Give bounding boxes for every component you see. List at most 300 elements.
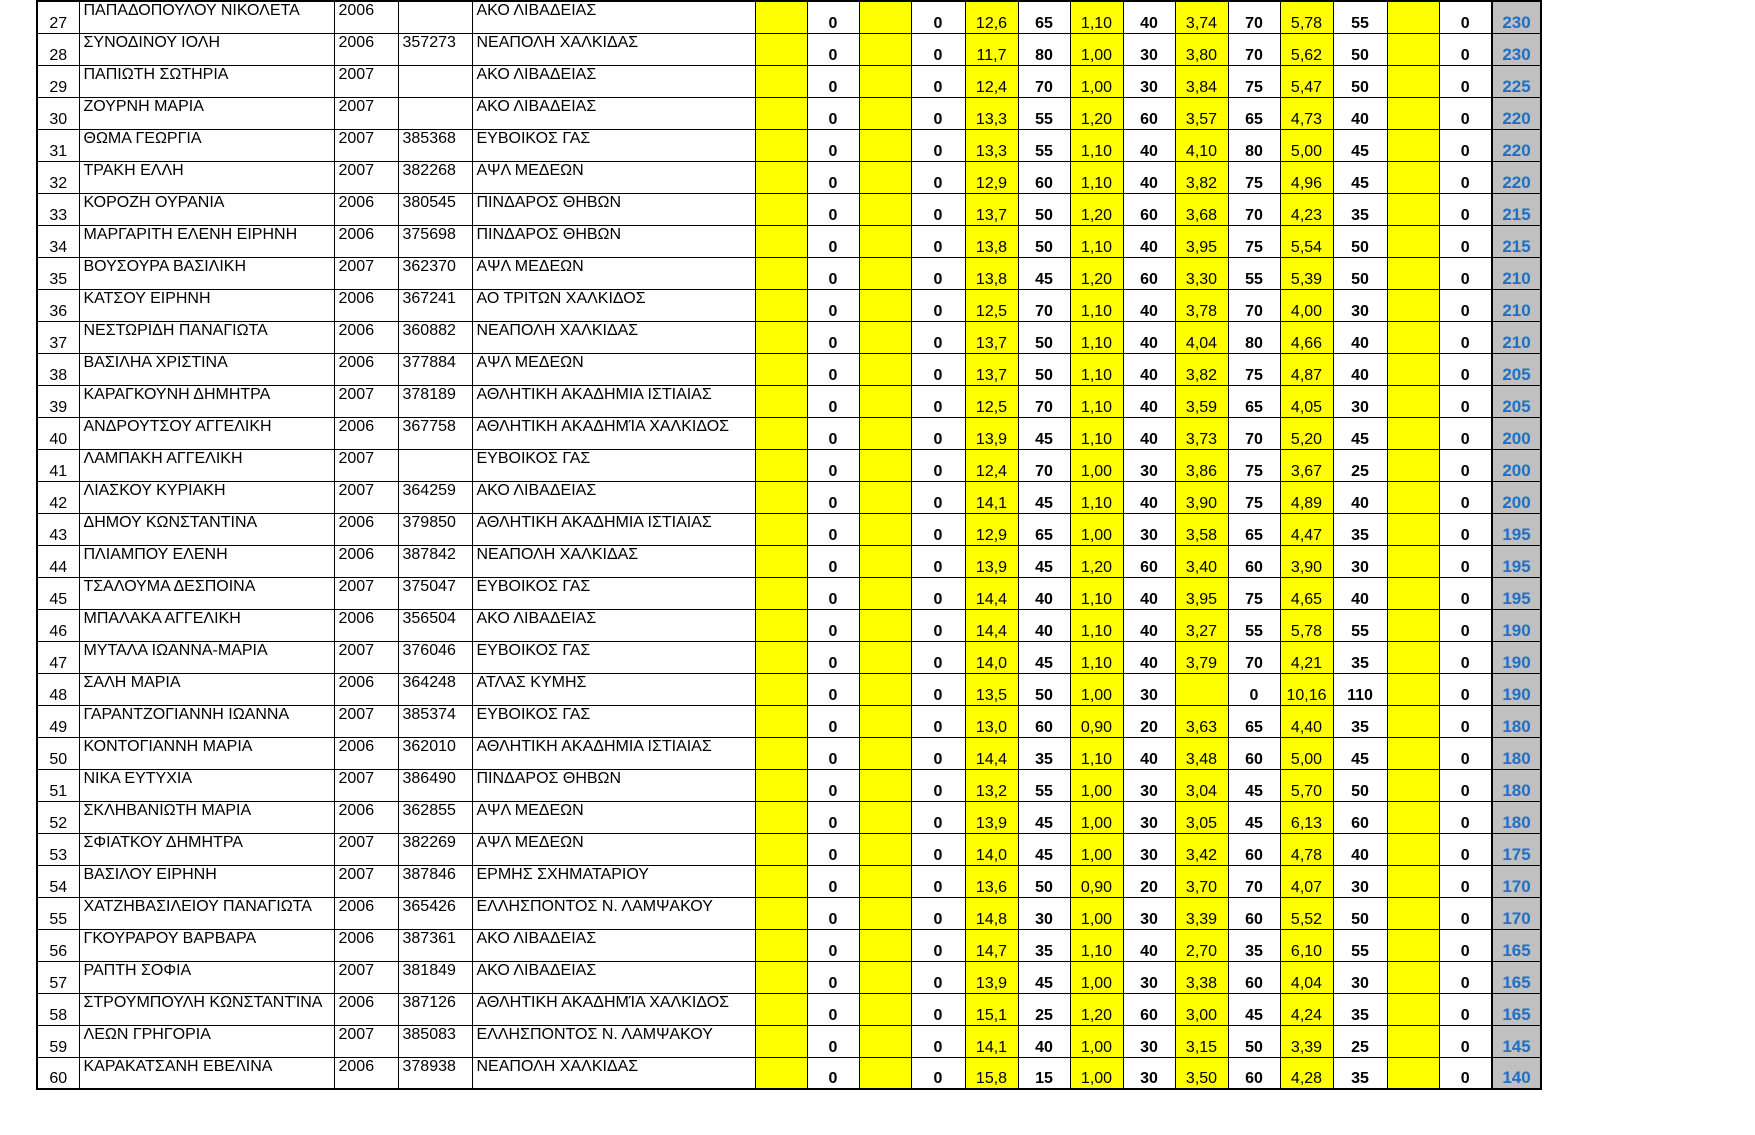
table-row bbox=[37, 673, 1541, 705]
table-row bbox=[37, 161, 1541, 193]
total-points-cell: 230 bbox=[1492, 1, 1541, 33]
sprint-points-cell: 15 bbox=[1018, 1057, 1070, 1089]
license-cell: 378938 bbox=[398, 1057, 472, 1089]
event2-points-cell: 0 bbox=[911, 993, 965, 1025]
long-jump-mark-cell: 3,39 bbox=[1175, 897, 1228, 929]
birth-year-cell: 2007 bbox=[334, 1025, 398, 1057]
sprint-points-cell: 45 bbox=[1018, 801, 1070, 833]
event2-mark-cell bbox=[859, 801, 911, 833]
event8-mark-cell bbox=[1387, 257, 1439, 289]
shot-put-mark-cell: 4,65 bbox=[1280, 577, 1333, 609]
shot-put-mark-cell: 4,23 bbox=[1280, 193, 1333, 225]
sprint-time-cell: 11,7 bbox=[965, 33, 1018, 65]
athlete-name-cell: ΝΙΚΑ ΕΥΤΥΧΙΑ bbox=[79, 769, 334, 801]
event1-mark-cell bbox=[755, 929, 807, 961]
event1-mark-cell bbox=[755, 577, 807, 609]
club-cell: ΕΡΜΗΣ ΣΧΗΜΑΤΑΡΙΟΥ bbox=[472, 865, 755, 897]
event2-mark-cell bbox=[859, 161, 911, 193]
high-jump-points-cell: 30 bbox=[1123, 513, 1175, 545]
event1-mark-cell bbox=[755, 769, 807, 801]
sprint-points-cell: 50 bbox=[1018, 865, 1070, 897]
event2-mark-cell bbox=[859, 897, 911, 929]
total-points-cell: 170 bbox=[1492, 897, 1541, 929]
shot-put-mark-cell: 4,24 bbox=[1280, 993, 1333, 1025]
license-cell: 367241 bbox=[398, 289, 472, 321]
high-jump-mark-cell: 1,00 bbox=[1070, 513, 1123, 545]
sprint-time-cell: 13,2 bbox=[965, 769, 1018, 801]
club-cell: ΑΨΛ ΜΕΔΕΩΝ bbox=[472, 353, 755, 385]
long-jump-points-cell: 35 bbox=[1228, 929, 1280, 961]
athlete-name-cell: ΒΑΣΙΛΟΥ ΕΙΡΗΝΗ bbox=[79, 865, 334, 897]
birth-year-cell: 2007 bbox=[334, 577, 398, 609]
event1-points-cell: 0 bbox=[807, 545, 859, 577]
event8-mark-cell bbox=[1387, 97, 1439, 129]
sprint-points-cell: 40 bbox=[1018, 577, 1070, 609]
club-cell: ΑΚΟ ΛΙΒΑΔΕΙΑΣ bbox=[472, 97, 755, 129]
event2-mark-cell bbox=[859, 353, 911, 385]
license-cell: 378189 bbox=[398, 385, 472, 417]
table-row bbox=[37, 993, 1541, 1025]
long-jump-points-cell: 75 bbox=[1228, 161, 1280, 193]
event1-mark-cell bbox=[755, 1025, 807, 1057]
athlete-name-cell: ΚΑΡΑΚΑΤΣΑΝΗ ΕΒΕΛΙΝΑ bbox=[79, 1057, 334, 1089]
license-cell: 376046 bbox=[398, 641, 472, 673]
long-jump-points-cell: 70 bbox=[1228, 289, 1280, 321]
event1-points-cell: 0 bbox=[807, 705, 859, 737]
athlete-name-cell: ΒΑΣΙΛΗΑ ΧΡΙΣΤΙΝΑ bbox=[79, 353, 334, 385]
event8-mark-cell bbox=[1387, 641, 1439, 673]
event1-points-cell: 0 bbox=[807, 289, 859, 321]
license-cell: 362370 bbox=[398, 257, 472, 289]
event1-points-cell: 0 bbox=[807, 641, 859, 673]
sprint-time-cell: 13,8 bbox=[965, 257, 1018, 289]
rank-cell: 52 bbox=[37, 801, 79, 833]
long-jump-mark-cell: 3,86 bbox=[1175, 449, 1228, 481]
rank-cell: 38 bbox=[37, 353, 79, 385]
event1-mark-cell bbox=[755, 993, 807, 1025]
rank-cell: 56 bbox=[37, 929, 79, 961]
license-cell: 382269 bbox=[398, 833, 472, 865]
shot-put-mark-cell: 5,20 bbox=[1280, 417, 1333, 449]
event2-points-cell: 0 bbox=[911, 801, 965, 833]
high-jump-points-cell: 30 bbox=[1123, 1025, 1175, 1057]
sprint-time-cell: 14,1 bbox=[965, 1025, 1018, 1057]
shot-put-mark-cell: 3,39 bbox=[1280, 1025, 1333, 1057]
event2-points-cell: 0 bbox=[911, 513, 965, 545]
high-jump-points-cell: 60 bbox=[1123, 993, 1175, 1025]
high-jump-mark-cell: 1,10 bbox=[1070, 481, 1123, 513]
event8-mark-cell bbox=[1387, 481, 1439, 513]
long-jump-mark-cell: 4,04 bbox=[1175, 321, 1228, 353]
sprint-time-cell: 15,8 bbox=[965, 1057, 1018, 1089]
event2-mark-cell bbox=[859, 1057, 911, 1089]
sprint-points-cell: 45 bbox=[1018, 481, 1070, 513]
event1-points-cell: 0 bbox=[807, 961, 859, 993]
high-jump-points-cell: 30 bbox=[1123, 801, 1175, 833]
shot-put-points-cell: 55 bbox=[1333, 1, 1387, 33]
high-jump-mark-cell: 1,10 bbox=[1070, 417, 1123, 449]
table-row bbox=[37, 353, 1541, 385]
license-cell: 385368 bbox=[398, 129, 472, 161]
total-points-cell: 165 bbox=[1492, 961, 1541, 993]
birth-year-cell: 2007 bbox=[334, 65, 398, 97]
shot-put-mark-cell: 6,10 bbox=[1280, 929, 1333, 961]
event1-points-cell: 0 bbox=[807, 33, 859, 65]
birth-year-cell: 2007 bbox=[334, 481, 398, 513]
sprint-points-cell: 65 bbox=[1018, 1, 1070, 33]
table-row bbox=[37, 417, 1541, 449]
event2-mark-cell bbox=[859, 417, 911, 449]
long-jump-points-cell: 60 bbox=[1228, 545, 1280, 577]
event8-points-cell: 0 bbox=[1439, 129, 1492, 161]
birth-year-cell: 2006 bbox=[334, 673, 398, 705]
shot-put-mark-cell: 4,40 bbox=[1280, 705, 1333, 737]
club-cell: ΕΛΛΗΣΠΟΝΤΟΣ Ν. ΛΑΜΨΑΚΟΥ bbox=[472, 1025, 755, 1057]
event8-points-cell: 0 bbox=[1439, 545, 1492, 577]
shot-put-mark-cell: 5,78 bbox=[1280, 1, 1333, 33]
event8-mark-cell bbox=[1387, 705, 1439, 737]
event1-points-cell: 0 bbox=[807, 65, 859, 97]
event8-points-cell: 0 bbox=[1439, 993, 1492, 1025]
sprint-time-cell: 15,1 bbox=[965, 993, 1018, 1025]
club-cell: ΑΚΟ ΛΙΒΑΔΕΙΑΣ bbox=[472, 481, 755, 513]
total-points-cell: 220 bbox=[1492, 97, 1541, 129]
table-row bbox=[37, 1057, 1541, 1089]
high-jump-mark-cell: 1,00 bbox=[1070, 65, 1123, 97]
athlete-name-cell: ΠΛΙΑΜΠΟΥ ΕΛΕΝΗ bbox=[79, 545, 334, 577]
high-jump-mark-cell: 0,90 bbox=[1070, 705, 1123, 737]
rank-cell: 47 bbox=[37, 641, 79, 673]
shot-put-mark-cell: 4,78 bbox=[1280, 833, 1333, 865]
shot-put-points-cell: 35 bbox=[1333, 705, 1387, 737]
sprint-time-cell: 12,5 bbox=[965, 385, 1018, 417]
license-cell: 387361 bbox=[398, 929, 472, 961]
rank-cell: 53 bbox=[37, 833, 79, 865]
sprint-time-cell: 14,4 bbox=[965, 609, 1018, 641]
sprint-time-cell: 12,9 bbox=[965, 161, 1018, 193]
shot-put-points-cell: 60 bbox=[1333, 801, 1387, 833]
sprint-time-cell: 13,7 bbox=[965, 353, 1018, 385]
sprint-time-cell: 14,4 bbox=[965, 737, 1018, 769]
long-jump-points-cell: 60 bbox=[1228, 833, 1280, 865]
event2-points-cell: 0 bbox=[911, 673, 965, 705]
table-row bbox=[37, 225, 1541, 257]
total-points-cell: 210 bbox=[1492, 289, 1541, 321]
long-jump-mark-cell: 3,38 bbox=[1175, 961, 1228, 993]
sprint-points-cell: 70 bbox=[1018, 385, 1070, 417]
athlete-name-cell: ΤΣΑΛΟΥΜΑ ΔΕΣΠΟΙΝΑ bbox=[79, 577, 334, 609]
high-jump-mark-cell: 1,00 bbox=[1070, 961, 1123, 993]
athlete-name-cell: ΠΑΠΙΩΤΗ ΣΩΤΗΡΙΑ bbox=[79, 65, 334, 97]
birth-year-cell: 2007 bbox=[334, 961, 398, 993]
sprint-points-cell: 80 bbox=[1018, 33, 1070, 65]
shot-put-mark-cell: 5,47 bbox=[1280, 65, 1333, 97]
event2-mark-cell bbox=[859, 993, 911, 1025]
event8-mark-cell bbox=[1387, 225, 1439, 257]
high-jump-points-cell: 30 bbox=[1123, 769, 1175, 801]
high-jump-points-cell: 30 bbox=[1123, 833, 1175, 865]
rank-cell: 37 bbox=[37, 321, 79, 353]
table-row bbox=[37, 801, 1541, 833]
shot-put-mark-cell: 4,87 bbox=[1280, 353, 1333, 385]
event2-mark-cell bbox=[859, 833, 911, 865]
event8-points-cell: 0 bbox=[1439, 961, 1492, 993]
long-jump-mark-cell: 2,70 bbox=[1175, 929, 1228, 961]
rank-cell: 27 bbox=[37, 1, 79, 33]
total-points-cell: 175 bbox=[1492, 833, 1541, 865]
long-jump-mark-cell: 3,30 bbox=[1175, 257, 1228, 289]
rank-cell: 45 bbox=[37, 577, 79, 609]
rank-cell: 48 bbox=[37, 673, 79, 705]
club-cell: ΑΘΛΗΤΙΚΗ ΑΚΑΔΗΜΙΑ ΙΣΤΙΑΙΑΣ bbox=[472, 737, 755, 769]
long-jump-points-cell: 45 bbox=[1228, 801, 1280, 833]
total-points-cell: 190 bbox=[1492, 673, 1541, 705]
event8-points-cell: 0 bbox=[1439, 513, 1492, 545]
shot-put-points-cell: 30 bbox=[1333, 865, 1387, 897]
long-jump-points-cell: 80 bbox=[1228, 321, 1280, 353]
sprint-points-cell: 70 bbox=[1018, 65, 1070, 97]
event8-points-cell: 0 bbox=[1439, 97, 1492, 129]
license-cell: 362010 bbox=[398, 737, 472, 769]
shot-put-mark-cell: 4,07 bbox=[1280, 865, 1333, 897]
table-row bbox=[37, 833, 1541, 865]
license-cell bbox=[398, 1, 472, 33]
total-points-cell: 140 bbox=[1492, 1057, 1541, 1089]
shot-put-points-cell: 50 bbox=[1333, 65, 1387, 97]
sprint-time-cell: 14,7 bbox=[965, 929, 1018, 961]
long-jump-mark-cell: 3,00 bbox=[1175, 993, 1228, 1025]
athlete-name-cell: ΖΟΥΡΝΗ ΜΑΡΙΑ bbox=[79, 97, 334, 129]
club-cell: ΑΨΛ ΜΕΔΕΩΝ bbox=[472, 801, 755, 833]
rank-cell: 34 bbox=[37, 225, 79, 257]
license-cell bbox=[398, 449, 472, 481]
event2-mark-cell bbox=[859, 65, 911, 97]
club-cell: ΑΚΟ ΛΙΒΑΔΕΙΑΣ bbox=[472, 65, 755, 97]
sprint-time-cell: 13,0 bbox=[965, 705, 1018, 737]
event2-points-cell: 0 bbox=[911, 769, 965, 801]
sprint-points-cell: 70 bbox=[1018, 289, 1070, 321]
sprint-time-cell: 14,4 bbox=[965, 577, 1018, 609]
sprint-points-cell: 45 bbox=[1018, 961, 1070, 993]
sprint-time-cell: 14,8 bbox=[965, 897, 1018, 929]
sprint-time-cell: 14,0 bbox=[965, 641, 1018, 673]
long-jump-mark-cell: 3,78 bbox=[1175, 289, 1228, 321]
club-cell: ΑΨΛ ΜΕΔΕΩΝ bbox=[472, 257, 755, 289]
shot-put-points-cell: 50 bbox=[1333, 33, 1387, 65]
long-jump-points-cell: 65 bbox=[1228, 385, 1280, 417]
event8-mark-cell bbox=[1387, 929, 1439, 961]
long-jump-points-cell: 65 bbox=[1228, 705, 1280, 737]
event2-points-cell: 0 bbox=[911, 417, 965, 449]
long-jump-points-cell: 60 bbox=[1228, 897, 1280, 929]
birth-year-cell: 2006 bbox=[334, 321, 398, 353]
license-cell: 385374 bbox=[398, 705, 472, 737]
event2-points-cell: 0 bbox=[911, 193, 965, 225]
long-jump-mark-cell: 3,95 bbox=[1175, 577, 1228, 609]
event8-points-cell: 0 bbox=[1439, 33, 1492, 65]
event1-points-cell: 0 bbox=[807, 833, 859, 865]
table-row bbox=[37, 385, 1541, 417]
event8-points-cell: 0 bbox=[1439, 801, 1492, 833]
shot-put-points-cell: 35 bbox=[1333, 993, 1387, 1025]
club-cell: ΑΚΟ ΛΙΒΑΔΕΙΑΣ bbox=[472, 929, 755, 961]
birth-year-cell: 2006 bbox=[334, 545, 398, 577]
event8-mark-cell bbox=[1387, 161, 1439, 193]
event8-mark-cell bbox=[1387, 129, 1439, 161]
event8-points-cell: 0 bbox=[1439, 65, 1492, 97]
event8-mark-cell bbox=[1387, 961, 1439, 993]
event1-points-cell: 0 bbox=[807, 385, 859, 417]
shot-put-points-cell: 40 bbox=[1333, 481, 1387, 513]
shot-put-points-cell: 40 bbox=[1333, 353, 1387, 385]
high-jump-points-cell: 40 bbox=[1123, 1, 1175, 33]
long-jump-mark-cell: 3,79 bbox=[1175, 641, 1228, 673]
sprint-time-cell: 13,3 bbox=[965, 97, 1018, 129]
license-cell: 360882 bbox=[398, 321, 472, 353]
athlete-name-cell: ΜΑΡΓΑΡΙΤΗ ΕΛΕΝΗ ΕΙΡΗΝΗ bbox=[79, 225, 334, 257]
table-row bbox=[37, 513, 1541, 545]
long-jump-points-cell: 80 bbox=[1228, 129, 1280, 161]
total-points-cell: 165 bbox=[1492, 929, 1541, 961]
rank-cell: 59 bbox=[37, 1025, 79, 1057]
event1-points-cell: 0 bbox=[807, 801, 859, 833]
club-cell: ΝΕΑΠΟΛΗ ΧΑΛΚΙΔΑΣ bbox=[472, 321, 755, 353]
event1-mark-cell bbox=[755, 833, 807, 865]
athlete-name-cell: ΓΑΡΑΝΤΖΟΓΙΑΝΝΗ ΙΩΑΝΝΑ bbox=[79, 705, 334, 737]
high-jump-mark-cell: 1,10 bbox=[1070, 225, 1123, 257]
high-jump-mark-cell: 1,00 bbox=[1070, 769, 1123, 801]
sprint-points-cell: 50 bbox=[1018, 353, 1070, 385]
event8-points-cell: 0 bbox=[1439, 897, 1492, 929]
event1-points-cell: 0 bbox=[807, 929, 859, 961]
rank-cell: 49 bbox=[37, 705, 79, 737]
table-row bbox=[37, 705, 1541, 737]
event2-mark-cell bbox=[859, 641, 911, 673]
table-row bbox=[37, 193, 1541, 225]
event2-points-cell: 0 bbox=[911, 65, 965, 97]
shot-put-points-cell: 55 bbox=[1333, 929, 1387, 961]
high-jump-points-cell: 60 bbox=[1123, 97, 1175, 129]
sprint-points-cell: 50 bbox=[1018, 193, 1070, 225]
total-points-cell: 195 bbox=[1492, 513, 1541, 545]
license-cell: 386490 bbox=[398, 769, 472, 801]
athlete-name-cell: ΝΕΣΤΩΡΙΔΗ ΠΑΝΑΓΙΩΤΑ bbox=[79, 321, 334, 353]
birth-year-cell: 2006 bbox=[334, 417, 398, 449]
sprint-points-cell: 40 bbox=[1018, 609, 1070, 641]
event8-points-cell: 0 bbox=[1439, 193, 1492, 225]
license-cell: 362855 bbox=[398, 801, 472, 833]
rank-cell: 44 bbox=[37, 545, 79, 577]
long-jump-mark-cell: 3,48 bbox=[1175, 737, 1228, 769]
athlete-name-cell: ΣΚΛΗΒΑΝΙΩΤΗ ΜΑΡΙΑ bbox=[79, 801, 334, 833]
long-jump-points-cell: 55 bbox=[1228, 257, 1280, 289]
long-jump-points-cell: 55 bbox=[1228, 609, 1280, 641]
event2-points-cell: 0 bbox=[911, 1057, 965, 1089]
license-cell: 375698 bbox=[398, 225, 472, 257]
total-points-cell: 195 bbox=[1492, 577, 1541, 609]
shot-put-mark-cell: 6,13 bbox=[1280, 801, 1333, 833]
shot-put-mark-cell: 5,62 bbox=[1280, 33, 1333, 65]
high-jump-mark-cell: 1,10 bbox=[1070, 161, 1123, 193]
event2-points-cell: 0 bbox=[911, 321, 965, 353]
event2-mark-cell bbox=[859, 673, 911, 705]
event1-mark-cell bbox=[755, 417, 807, 449]
event1-points-cell: 0 bbox=[807, 449, 859, 481]
shot-put-mark-cell: 5,54 bbox=[1280, 225, 1333, 257]
high-jump-mark-cell: 1,10 bbox=[1070, 737, 1123, 769]
total-points-cell: 195 bbox=[1492, 545, 1541, 577]
high-jump-mark-cell: 1,00 bbox=[1070, 897, 1123, 929]
birth-year-cell: 2007 bbox=[334, 641, 398, 673]
long-jump-mark-cell: 3,70 bbox=[1175, 865, 1228, 897]
long-jump-mark-cell: 3,50 bbox=[1175, 1057, 1228, 1089]
high-jump-mark-cell: 1,00 bbox=[1070, 673, 1123, 705]
long-jump-mark-cell: 3,68 bbox=[1175, 193, 1228, 225]
high-jump-mark-cell: 1,10 bbox=[1070, 129, 1123, 161]
event1-mark-cell bbox=[755, 673, 807, 705]
event2-mark-cell bbox=[859, 577, 911, 609]
club-cell: ΑΘΛΗΤΙΚΗ ΑΚΑΔΗΜΙΑ ΙΣΤΙΑΙΑΣ bbox=[472, 513, 755, 545]
event1-points-cell: 0 bbox=[807, 193, 859, 225]
sprint-time-cell: 13,9 bbox=[965, 961, 1018, 993]
event1-mark-cell bbox=[755, 321, 807, 353]
athlete-name-cell: ΡΑΠΤΗ ΣΟΦΙΑ bbox=[79, 961, 334, 993]
rank-cell: 36 bbox=[37, 289, 79, 321]
birth-year-cell: 2006 bbox=[334, 993, 398, 1025]
high-jump-mark-cell: 1,00 bbox=[1070, 1057, 1123, 1089]
club-cell: ΕΛΛΗΣΠΟΝΤΟΣ Ν. ΛΑΜΨΑΚΟΥ bbox=[472, 897, 755, 929]
shot-put-mark-cell: 5,00 bbox=[1280, 737, 1333, 769]
high-jump-mark-cell: 1,10 bbox=[1070, 385, 1123, 417]
shot-put-mark-cell: 4,21 bbox=[1280, 641, 1333, 673]
high-jump-points-cell: 30 bbox=[1123, 449, 1175, 481]
rank-cell: 51 bbox=[37, 769, 79, 801]
shot-put-mark-cell: 4,28 bbox=[1280, 1057, 1333, 1089]
event8-points-cell: 0 bbox=[1439, 321, 1492, 353]
shot-put-mark-cell: 4,73 bbox=[1280, 97, 1333, 129]
shot-put-points-cell: 45 bbox=[1333, 129, 1387, 161]
high-jump-points-cell: 30 bbox=[1123, 673, 1175, 705]
event2-mark-cell bbox=[859, 97, 911, 129]
sprint-time-cell: 12,4 bbox=[965, 449, 1018, 481]
long-jump-points-cell: 70 bbox=[1228, 641, 1280, 673]
birth-year-cell: 2006 bbox=[334, 929, 398, 961]
rank-cell: 41 bbox=[37, 449, 79, 481]
club-cell: ΝΕΑΠΟΛΗ ΧΑΛΚΙΔΑΣ bbox=[472, 1057, 755, 1089]
event2-mark-cell bbox=[859, 385, 911, 417]
table-row bbox=[37, 1025, 1541, 1057]
club-cell: ΑΟ ΤΡΙΤΩΝ ΧΑΛΚΙΔΟΣ bbox=[472, 289, 755, 321]
shot-put-mark-cell: 5,39 bbox=[1280, 257, 1333, 289]
shot-put-mark-cell: 4,47 bbox=[1280, 513, 1333, 545]
shot-put-points-cell: 110 bbox=[1333, 673, 1387, 705]
shot-put-mark-cell: 4,04 bbox=[1280, 961, 1333, 993]
event8-points-cell: 0 bbox=[1439, 1057, 1492, 1089]
event2-points-cell: 0 bbox=[911, 129, 965, 161]
license-cell bbox=[398, 97, 472, 129]
long-jump-mark-cell: 3,73 bbox=[1175, 417, 1228, 449]
event2-points-cell: 0 bbox=[911, 225, 965, 257]
event8-points-cell: 0 bbox=[1439, 385, 1492, 417]
event2-points-cell: 0 bbox=[911, 609, 965, 641]
event1-mark-cell bbox=[755, 481, 807, 513]
birth-year-cell: 2006 bbox=[334, 353, 398, 385]
sprint-points-cell: 70 bbox=[1018, 449, 1070, 481]
rank-cell: 39 bbox=[37, 385, 79, 417]
table-row bbox=[37, 545, 1541, 577]
long-jump-mark-cell: 3,74 bbox=[1175, 1, 1228, 33]
birth-year-cell: 2007 bbox=[334, 385, 398, 417]
